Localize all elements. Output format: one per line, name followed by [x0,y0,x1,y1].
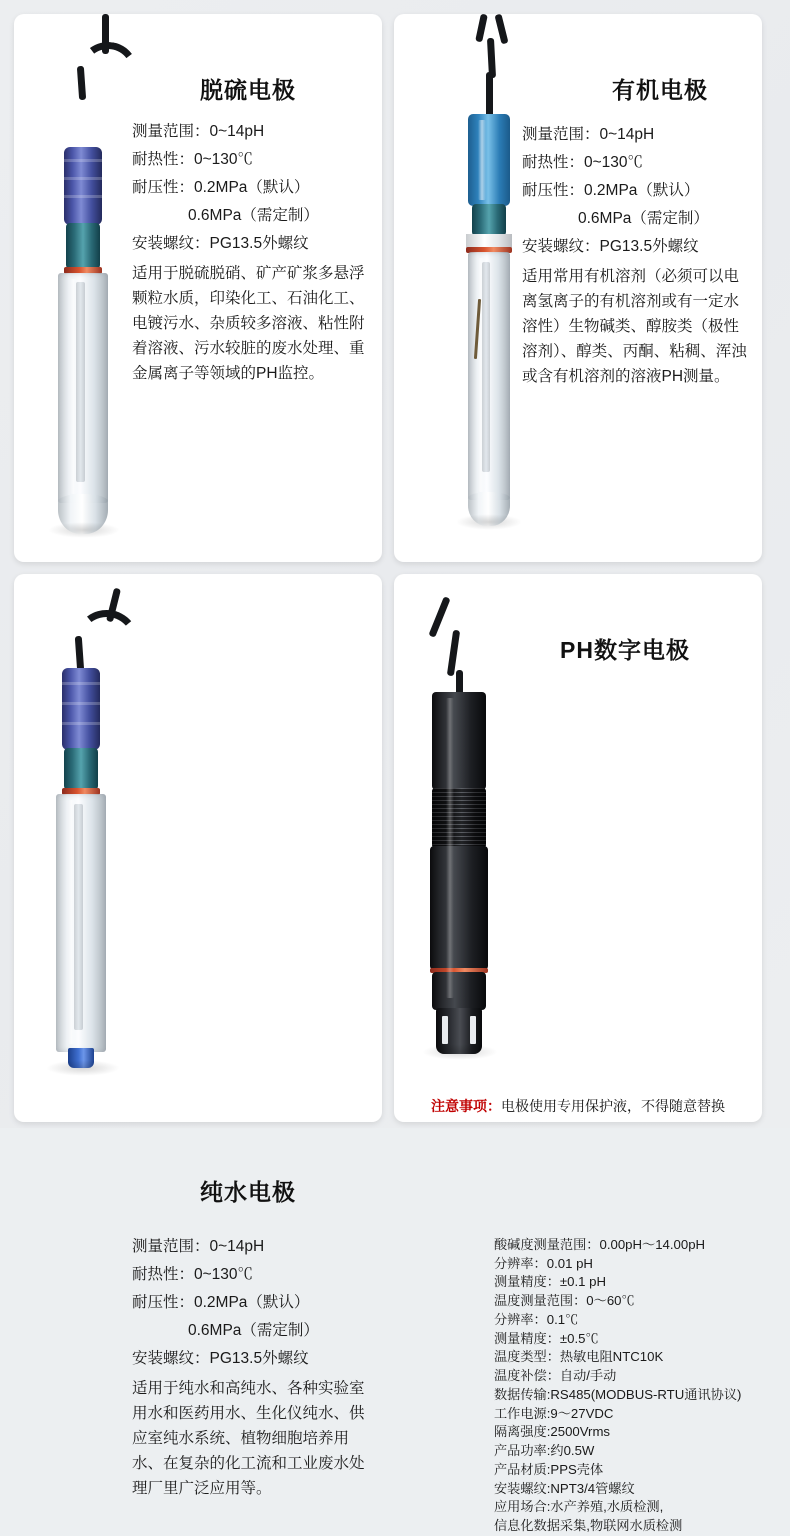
description [522,264,754,390]
spec-line: 0.6MPa（需定制） [578,210,709,228]
spec-line: 安装螺纹：PG13.5外螺纹 [132,235,309,253]
card-title: PH数字电极 [560,637,690,663]
description-text: 适用于脱硫脱硝、矿产矿浆多悬浮颗粒水质，印染化工、石油化工、电镀污水、杂质较多溶液、粘性附着溶液、污水较脏的废水处理、重金属离子等领域的PH监控。 [132,264,365,382]
spec-line: 分辨率：0.01 pH [494,1255,593,1271]
teal-thread [64,748,98,790]
guard-slot [470,1016,476,1044]
spec-line: 耐压性：0.2MPa（默认） [132,1294,310,1312]
spec-line: 安装螺纹:NPT3/4管螺纹 [494,1480,635,1496]
spec-line: 应用场合:水产养殖,水质检测, [494,1499,664,1515]
drop-shadow [46,1060,120,1076]
spec-line: 0.6MPa（需定制） [188,207,319,225]
drop-shadow [422,1044,498,1060]
guard-slot [442,1016,448,1044]
spec-line: 耐热性：0~130℃ [132,151,254,169]
black-thread [432,788,486,848]
card-title: 有机电极 [612,77,708,103]
spec-line: 耐热性：0~130℃ [522,154,644,172]
spec-line: 温度类型：热敏电阻NTC10K [494,1349,664,1365]
card-grid [14,14,776,1534]
drop-shadow [48,522,120,538]
spec-line: 工作电源:9～27VDC [494,1405,614,1421]
warning-note-text: 电极使用专用保护液，不得随意替换 [501,1098,725,1114]
teal-thread [66,223,100,269]
spec-line: 隔离强度:2500Vrms [494,1424,611,1440]
spec-line: 温度测量范围：0～60℃ [494,1293,635,1309]
warning-note-prefix: 注意事项： [431,1098,501,1114]
cable-segment [428,596,450,638]
card-pure-water-electrode [14,574,382,1497]
black-body-lower [430,846,488,970]
spec-line: 测量范围：0~14pH [132,1238,265,1255]
spec-line: 分辨率：0.1℃ [494,1311,579,1327]
inner-tube [482,262,490,472]
spec-line: 0.6MPa（需定制） [188,1322,319,1340]
blue-cap [468,114,510,206]
spec-list [132,1234,372,1501]
cable-segment [494,14,508,45]
spec-line: 测量精度：±0.5℃ [494,1330,599,1346]
body-highlight [446,698,454,998]
description [132,261,370,387]
spec-line: 数据传输:RS485(MODBUS-RTU通讯协议) [494,1386,742,1402]
spec-line: 耐压性：0.2MPa（默认） [132,179,310,197]
description-text: 适用于纯水和高纯水、各种实验室用水和医药用水、生化仪纯水、供应室纯水系统、植物细胞培养用水、在复杂的化工流和工业废水处理厂里广泛应用等。 [132,1379,365,1497]
black-body-upper [432,692,486,790]
white-collar [466,234,512,248]
spec-line: 产品功率:约0.5W [494,1443,595,1459]
spec-line: 产品材质:PPS壳体 [494,1461,604,1477]
blue-cap [64,147,102,225]
cable-segment [486,72,493,118]
teal-thread [472,204,506,236]
spec-line: 信息化数据采集,物联网水质检测 [494,1518,683,1534]
card-organic-electrode [394,14,762,562]
spec-line: 安装螺纹：PG13.5外螺纹 [132,1350,309,1368]
inner-tube [74,804,83,1030]
spec-line: 安装螺纹：PG13.5外螺纹 [522,238,699,256]
description-text: 适用常用有机溶剂（必须可以电离氢离子的有机溶剂或有一定水溶性）生物碱类、醇胺类（极性溶剂）、醇类、丙酮、粘稠、浑浊或含有机溶剂的溶液PH测量。 [522,267,747,385]
inner-tube [76,282,85,482]
drop-shadow [456,514,522,530]
spec-line: 耐压性：0.2MPa（默认） [522,182,700,200]
spec-line: 酸碱度测量范围：0.00pH～14.00pH [494,1237,706,1252]
blue-cap [62,668,100,750]
spec-line: 测量精度：±0.1 pH [494,1274,607,1290]
spec-list [494,1236,759,1536]
warning-note [394,1096,762,1116]
cable-segment [475,14,488,43]
spec-line: 测量范围：0~14pH [132,123,265,140]
card-desulfurization-electrode [14,14,382,562]
spec-line: 耐热性：0~130℃ [132,1266,254,1284]
spec-list [522,122,754,389]
spec-list [132,119,370,386]
black-body-base [432,972,486,1010]
spec-line: 测量范围：0~14pH [522,126,655,143]
spec-line: 温度补偿：自动/手动 [494,1368,617,1384]
card-title: 纯水电极 [200,1179,296,1205]
card-title: 脱硫电极 [200,77,296,103]
card-ph-digital-electrode [394,574,762,1534]
description [132,1376,372,1502]
